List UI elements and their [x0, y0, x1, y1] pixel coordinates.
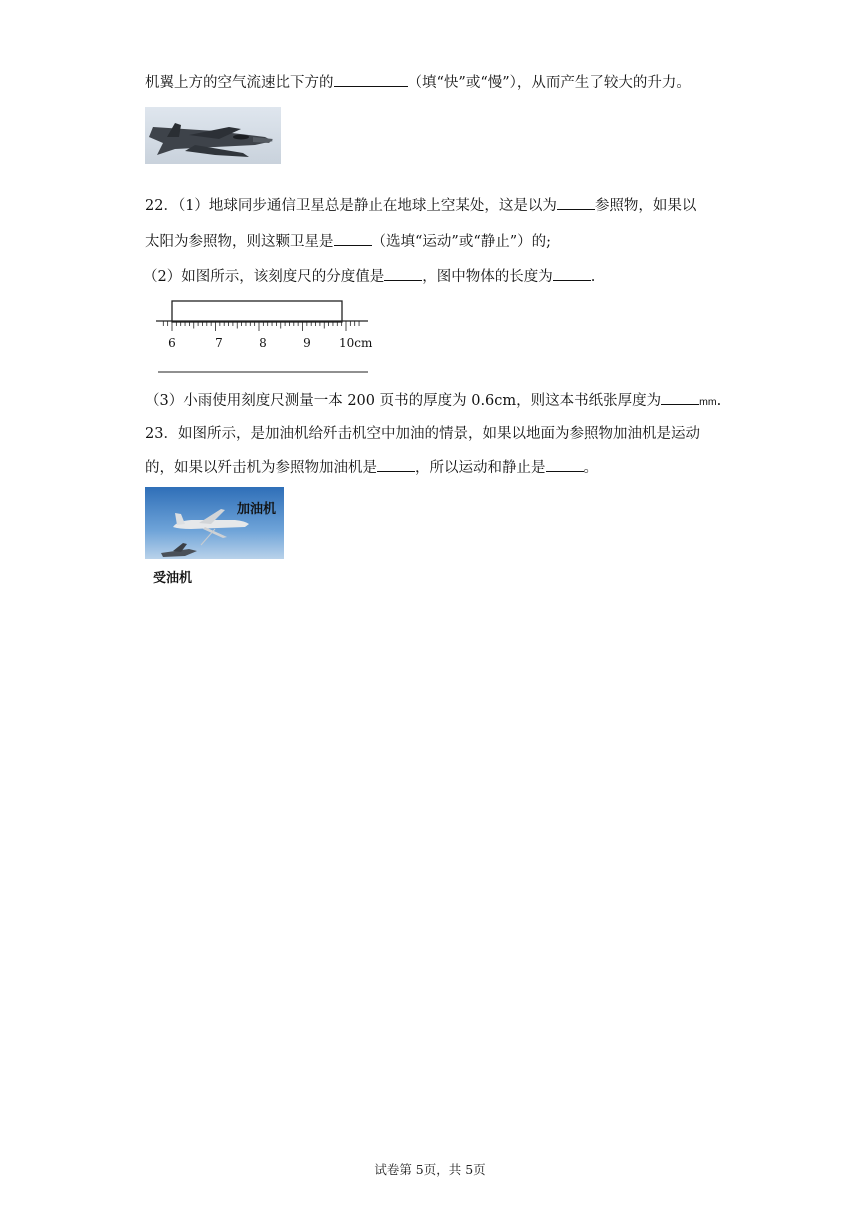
q22-text: .: [716, 393, 722, 409]
q22-text: ，图中物体的长度为: [422, 269, 553, 285]
unit-mm: mm: [699, 396, 717, 408]
q22-text: （选填“运动”或“静止”）的;: [371, 234, 552, 250]
q22-line-2: [145, 231, 551, 252]
q23-text: 。: [583, 460, 598, 476]
q21-text-post: （填“快”或“慢”），从而产生了较大的升力。: [407, 75, 691, 91]
q22-text: （2）如图所示，该刻度尺的分度值是: [143, 269, 385, 285]
answer-blank[interactable]: [546, 457, 584, 472]
q23-text: ，所以运动和静止是: [415, 460, 546, 476]
ruler-diagram: [150, 294, 390, 380]
q22-text: 参照物，如果以: [594, 198, 697, 214]
answer-blank[interactable]: [557, 195, 595, 210]
ruler-label: 9: [303, 336, 311, 350]
ruler-label: 7: [215, 336, 223, 350]
ruler-label: 8: [259, 336, 267, 350]
q23-text: 的，如果以歼击机为参照物加油机是: [145, 460, 377, 476]
q21-text-pre: 机翼上方的空气流速比下方的: [145, 75, 334, 91]
measured-object: [172, 301, 342, 322]
answer-blank[interactable]: [661, 390, 699, 405]
answer-blank[interactable]: [553, 266, 591, 281]
ruler-label: 10cm: [339, 336, 373, 350]
tanker-label: 加油机: [236, 502, 276, 517]
q23-line-2: [145, 457, 598, 478]
q22-text: .: [590, 269, 596, 285]
q22-line-4: [145, 390, 721, 412]
fighter-jet-image: [145, 107, 281, 164]
answer-blank[interactable]: [334, 72, 408, 87]
q22-line-3: [143, 266, 595, 287]
receiver-label: 受油机: [153, 571, 193, 586]
q23-line-1: [145, 424, 700, 444]
q21-line: [145, 72, 691, 93]
answer-blank[interactable]: [384, 266, 422, 281]
q23-text: 23．如图所示，是加油机给歼击机空中加油的情景，如果以地面为参照物加油机是运动: [145, 426, 700, 442]
answer-blank[interactable]: [377, 457, 415, 472]
page-footer: 试卷第 5页，共 5页: [374, 1162, 486, 1177]
q22-text: （3）小雨使用刻度尺测量一本 200 页书的厚度为 0.6cm，则这本书纸张厚度为: [145, 393, 662, 409]
q22-text: 22．（1）地球同步通信卫星总是静止在地球上空某处，这是以为: [145, 198, 557, 214]
refueling-image: [145, 487, 284, 587]
ruler-label: 6: [168, 336, 176, 350]
q22-line-1: [145, 195, 696, 216]
answer-blank[interactable]: [334, 231, 372, 246]
q22-text: 太阳为参照物，则这颗卫星是: [145, 234, 334, 250]
